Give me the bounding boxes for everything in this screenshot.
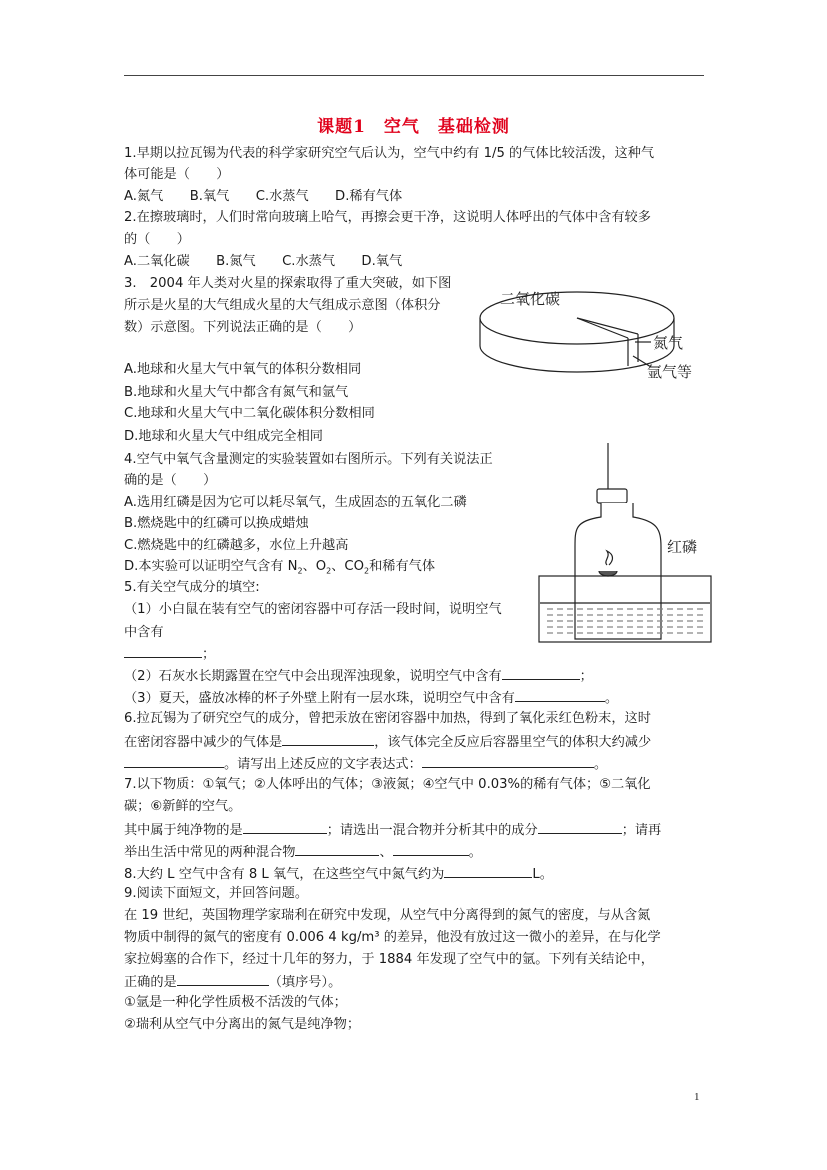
q6-line-1: 6.拉瓦锡为了研究空气的成分，曾把汞放在密闭容器中加热，得到了氧化汞红色粉末，这时 <box>124 711 651 726</box>
bottle <box>575 503 661 639</box>
answer-blank[interactable] <box>515 687 605 702</box>
q1-line-2: 体可能是（ ） <box>124 167 230 182</box>
q3-option-b: B.地球和火星大气中都含有氮气和氩气 <box>124 385 349 400</box>
q4-line-2: 确的是（ ） <box>124 473 217 488</box>
q4-option-a: A.选用红磷是因为它可以耗尽氧气，生成固态的五氧化二磷 <box>124 495 467 510</box>
q7-line-1: 7.以下物质：①氧气；②人体呼出的气体；③液氮；④空气中 0.03%的稀有气体；⑤二氧化 <box>124 777 651 792</box>
answer-blank[interactable] <box>124 753 224 768</box>
answer-blank[interactable] <box>243 819 327 834</box>
q6-line-3: 。请写出上述反应的文字表达式： 。 <box>124 753 607 775</box>
q2-line-2: 的（ ） <box>124 232 190 247</box>
q3-line-3: 数）示意图。下列说法正确的是（ ） <box>124 320 362 335</box>
q9-line-5: 正确的是 （填序号）。 <box>124 971 341 993</box>
oxygen-experiment-apparatus-figure <box>535 443 715 647</box>
q7-line-2: 碳；⑥新鲜的空气。 <box>124 799 242 814</box>
answer-blank[interactable] <box>124 643 202 658</box>
q5-line-1: 5.有关空气成分的填空: <box>124 580 260 595</box>
answer-blank[interactable] <box>295 841 379 856</box>
pie-label-ar: 氩气等 <box>647 363 693 381</box>
q4-option-d: D.本实验可以证明空气含有 $N_2$、$O_2$、$CO_2$和稀有气体 <box>124 559 436 576</box>
answer-blank[interactable] <box>502 665 580 680</box>
answer-blank[interactable] <box>444 863 532 878</box>
q9-statement-2: ②瑞利从空气中分离出的氮气是纯净物； <box>124 1017 361 1032</box>
answer-blank[interactable] <box>393 841 469 856</box>
apparatus-label-phosphorus: 红磷 <box>667 538 698 556</box>
q3-option-a: A.地球和火星大气中氧气的体积分数相同 <box>124 362 362 377</box>
pie-label-n2: 氮气 <box>653 334 684 352</box>
q2-options: A.二氧化碳 B.氮气 C.水蒸气 D.氧气 <box>124 254 403 269</box>
stopper <box>597 489 627 503</box>
q7-line-3: 其中属于纯净物的是 ；请选出一混合物并分析其中的成分 ；请再 <box>124 819 661 841</box>
mars-atmosphere-pie-figure <box>475 278 705 388</box>
answer-blank[interactable] <box>282 731 374 746</box>
page-number: 1 <box>694 1091 700 1103</box>
pie-label-co2: 二氧化碳 <box>500 290 561 308</box>
answer-blank[interactable] <box>177 971 269 986</box>
q9-statement-1: ①氩是一种化学性质极不活泼的气体； <box>124 995 347 1010</box>
q7-line-4: 举出生活中常见的两种混合物 、 。 <box>124 841 482 863</box>
q9-line-3: 物质中制得的氮气的密度有 0.006 4 kg/m³ 的差异，他没有放过这一微小的差异，在与化学 <box>124 930 661 945</box>
answer-blank[interactable] <box>538 819 622 834</box>
q5-part-2: （2）石灰水长期露置在空气中会出现浑浊现象，说明空气中含有 ； <box>124 665 593 687</box>
q5-part-1b: 中含有 <box>124 625 164 640</box>
q8-line: 8.大约 L 空气中含有 8 L 氧气，在这些空气中氮气约为 L。 <box>124 863 553 885</box>
q9-line-4: 家拉姆塞的合作下，经过十几年的努力，于 1884 年发现了空气中的氩。下列有关结论中， <box>124 952 654 967</box>
q5-part-1: （1）小白鼠在装有空气的密闭容器中可存活一段时间，说明空气 <box>124 602 502 617</box>
q2-line-1: 2.在擦玻璃时，人们时常向玻璃上哈气，再擦会更干净，这说明人体呼出的气体中含有较多 <box>124 210 651 225</box>
q1-line-1: 1.早期以拉瓦锡为代表的科学家研究空气后认为，空气中约有 1/5 的气体比较活泼，这种气 <box>124 146 655 161</box>
q5-part-3: （3）夏天，盛放冰棒的杯子外壁上附有一层水珠，说明空气中含有 。 <box>124 687 618 709</box>
q1-options: A.氮气 B.氧气 C.水蒸气 D.稀有气体 <box>124 189 403 204</box>
q5-part-1-blank-line: ； <box>124 643 215 665</box>
q4-line-1: 4.空气中氧气含量测定的实验装置如右图所示。下列有关说法正 <box>124 452 493 467</box>
q4-option-c: C.燃烧匙中的红磷越多，水位上升越高 <box>124 538 349 553</box>
q3-line-1: 3. 2004 年人类对火星的探索取得了重大突破，如下图 <box>124 276 452 291</box>
q9-line-1: 9.阅读下面短文，并回答问题。 <box>124 886 309 901</box>
q4-option-b: B.燃烧匙中的红磷可以换成蜡烛 <box>124 516 309 531</box>
q9-line-2: 在 19 世纪，英国物理学家瑞利在研究中发现，从空气中分离得到的氮气的密度，与从含氮 <box>124 908 651 923</box>
header-rule <box>124 75 704 76</box>
q3-line-2: 所示是火星的大气组成火星的大气组成示意图（体积分 <box>124 298 441 313</box>
q3-option-d: D.地球和火星大气中组成完全相同 <box>124 429 323 444</box>
answer-blank[interactable] <box>422 753 594 768</box>
page-title: 课题1 空气 基础检测 <box>317 117 510 137</box>
q6-line-2: 在密闭容器中减少的气体是 ，该气体完全反应后容器里空气的体积大约减少 <box>124 731 651 753</box>
q3-option-c: C.地球和火星大气中二氧化碳体积分数相同 <box>124 406 375 421</box>
